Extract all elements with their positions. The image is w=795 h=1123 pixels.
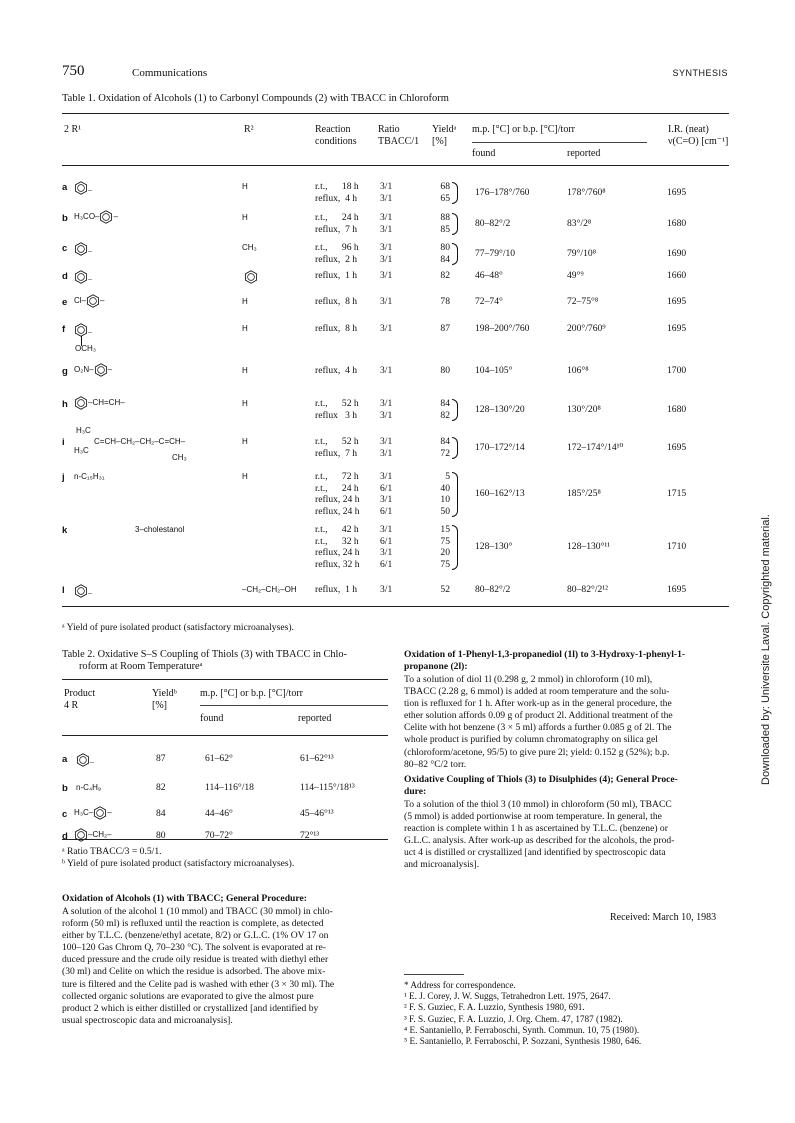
right-heading-1b: propanone (2l):	[404, 661, 468, 672]
t1-row-label: d	[62, 271, 68, 282]
t1-reported: 178°/760⁸	[567, 186, 606, 198]
left-text-line: 100–120 Gas Chrom Q, 70–230 °C). The solvent is evaporated at re-	[62, 942, 326, 954]
t1-reported: 172–174°/14¹⁰	[567, 441, 624, 453]
t1-ir: 1715	[667, 488, 687, 500]
t1-yield-brace	[452, 437, 458, 459]
reference-line: * Address for correspondence.	[404, 980, 516, 990]
t1-r1-prefix: H₃CO–	[74, 212, 100, 222]
t2-h-found: found	[200, 713, 224, 724]
t1-yield: 52	[440, 584, 450, 595]
t1-r1-structure: –	[74, 321, 92, 339]
right-heading-2: Oxidative Coupling of Thiols (3) to Disulphides (4); General Proce-	[404, 774, 678, 785]
table1-footnote: ᵃ Yield of pure isolated product (satisfactory microanalyses).	[62, 622, 294, 633]
t2-reported: 72°¹³	[300, 830, 320, 841]
right-text-1-line: To a solution of diol 1l (0.298 g, 2 mmol) in chloroform (10 ml),	[404, 674, 653, 685]
t1-condition: reflux, 1 h	[315, 270, 358, 281]
t1-r2: H	[242, 399, 248, 408]
t1-row-label: j	[62, 472, 65, 483]
right-text-1-line: TBACC (2.28 g, 6 mmol) is added at room temperature and the solu-	[404, 686, 670, 698]
t1-ratio: 3/1	[380, 584, 393, 595]
t1-yield-brace	[452, 243, 458, 265]
benzene-ring-icon	[99, 210, 113, 224]
t1-ratio: 3/1	[380, 181, 393, 192]
t1-ratio: 3/1	[380, 242, 393, 253]
t1-condition: r.t., 72 h	[315, 471, 359, 482]
t1-reported: 185°/25⁸	[567, 488, 601, 500]
right-heading-1: Oxidation of 1-Phenyl-1,3-propanediol (1l) to 3-Hydroxy-1-phenyl-1-	[404, 649, 686, 660]
t1-condition: reflux, 8 h	[315, 296, 358, 307]
t1-yield: 85	[440, 223, 450, 235]
t1-found: 128–130°	[475, 541, 513, 553]
t1-r1-structure: O₂N– –	[74, 363, 112, 377]
download-notice: Downloaded by: Universite Laval. Copyrighted material.	[760, 514, 772, 785]
right-text-1-line: ether solution affords 0.09 g of product 2l. Additional treatment of the	[404, 710, 673, 722]
t1-r1-prefix: O₂N–	[74, 365, 94, 375]
t1-ir: 1690	[667, 247, 687, 259]
t1-ratio: 6/1	[380, 482, 393, 494]
t2-reported: 61–62°¹³	[300, 753, 334, 764]
benzene-ring-icon	[74, 584, 88, 598]
t1-r1-structure: –	[74, 582, 92, 600]
left-text-line: duced pressure and the crude oily residue is treated with diethyl ether	[62, 954, 329, 966]
t1-r2: H	[242, 366, 248, 375]
right-text-2-line: To a solution of the thiol 3 (10 mmol) in chloroform (50 ml), TBACC	[404, 799, 672, 810]
t1-condition: r.t., 24 h	[315, 212, 359, 223]
page-number: 750	[62, 63, 85, 79]
t1-yield: 15	[440, 524, 450, 535]
t1-ir: 1680	[667, 403, 687, 415]
t1-condition: r.t., 52 h	[315, 436, 359, 447]
left-text-line: collected organic solutions are evaporated to give the almost pure	[62, 990, 314, 1002]
t1-yield: 82	[440, 409, 450, 421]
left-text-line: A solution of the alcohol 1 (10 mmol) and TBACC (30 mmol) in chlo-	[62, 906, 333, 917]
t1-yield: 80	[440, 365, 450, 376]
t2-found: 61–62°	[205, 753, 233, 764]
t1-r2: CH₃	[242, 243, 257, 252]
t1-yield: 65	[440, 192, 450, 204]
right-text-2-line: and microanalysis].	[404, 859, 480, 871]
t1-found: 104–105°	[475, 365, 513, 376]
t1-yield: 20	[440, 547, 450, 558]
table1-bottom-rule	[62, 606, 729, 607]
t2-h-yield1: Yieldᵇ	[152, 688, 177, 699]
t1-yield: 72	[440, 447, 450, 459]
reference-line: ¹ E. J. Corey, J. W. Suggs, Tetrahedron Lett. 1975, 2647.	[404, 991, 611, 1002]
t1-condition: reflux, 1 h	[315, 584, 358, 595]
t1-yield: 78	[440, 296, 450, 307]
right-text-2-line: (5 mmol) is added portionwise at room temperature. In general, the	[404, 811, 662, 823]
t1-h-ratio1: Ratio	[378, 124, 400, 135]
benzene-ring-icon	[74, 396, 88, 410]
t1-condition: reflux, 2 h	[315, 253, 358, 265]
t2-row-label: c	[62, 809, 68, 820]
t1-ratio: 3/1	[380, 212, 393, 223]
t1-found: 80–82°/2	[475, 584, 511, 595]
t1-h-yield2: [%]	[432, 136, 447, 147]
t1-ratio: 3/1	[380, 365, 393, 376]
t2-r-structure: H₃C– –	[74, 806, 112, 820]
t2-h-mp: m.p. [°C] or b.p. [°C]/torr	[200, 688, 303, 699]
t1-ratio: 6/1	[380, 505, 393, 517]
t1-row-label: c	[62, 243, 68, 254]
table2-caption-2: roform at Room Temperatureᵃ	[79, 661, 203, 672]
t1-condition: r.t., 24 h	[315, 482, 359, 494]
right-text-1-line: 80–82 °C/2 torr.	[404, 758, 467, 770]
t1-condition: reflux 3 h	[315, 409, 358, 421]
t1-r1-structure: Cl– –	[74, 294, 104, 308]
t1-yield: 84	[440, 253, 450, 265]
t1-row-label: g	[62, 366, 68, 377]
right-heading-2b: dure:	[404, 786, 427, 797]
t2-row-label: d	[62, 831, 68, 842]
t1-yield: 88	[440, 212, 450, 223]
t1-condition: reflux, 8 h	[315, 323, 358, 334]
t1-reported: 80–82°/2¹²	[567, 584, 609, 595]
t1-found: 176–178°/760	[475, 186, 530, 198]
t1-ratio: 3/1	[380, 471, 393, 482]
left-text-line: usual spectroscopic data and microanalysis].	[62, 1014, 233, 1026]
t1-r2: –CH₂–CH₂–OH	[242, 585, 297, 594]
benzene-ring-icon	[244, 270, 258, 284]
t1-ir: 1695	[667, 296, 687, 307]
t1-reported: 79°/10⁸	[567, 247, 597, 259]
t1-yield-brace	[452, 182, 458, 204]
left-heading: Oxidation of Alcohols (1) with TBACC; General Procedure:	[62, 893, 307, 904]
journal-name: SYNTHESIS	[672, 68, 728, 78]
right-paragraph-1	[404, 674, 730, 771]
t1-ratio: 6/1	[380, 535, 393, 547]
t2-r-structure: –	[76, 751, 94, 769]
t2-row-label: a	[62, 754, 68, 765]
references-list	[404, 980, 730, 1047]
t1-row-label: b	[62, 213, 68, 224]
t2-h-prod1: Product	[64, 688, 96, 699]
t1-reported: 130°/20⁸	[567, 403, 601, 415]
t1-ir: 1710	[667, 541, 687, 553]
left-text-line: (30 ml) and Celite on which the residue is adsorbed. The above mix-	[62, 966, 326, 978]
t2-yield: 82	[156, 782, 166, 793]
t1-h-ir1: I.R. (neat)	[668, 124, 709, 135]
t1-condition: r.t., 32 h	[315, 535, 359, 547]
table1-header-rule	[62, 165, 729, 166]
right-text-1-line: tion is refluxed for 1 h. After work-up as in the general procedure, the	[404, 698, 672, 710]
t1-reported: 49°⁹	[567, 270, 584, 281]
t1-ir: 1680	[667, 217, 687, 229]
table1-caption: Table 1. Oxidation of Alcohols (1) to Carbonyl Compounds (2) with TBACC in Chloroform	[62, 93, 449, 104]
t1-condition: reflux, 24 h	[315, 494, 360, 505]
t1-condition: reflux, 7 h	[315, 447, 358, 459]
t1-ratio: 3/1	[380, 524, 393, 535]
t1-ir: 1695	[667, 441, 687, 453]
t1-row-label: h	[62, 399, 68, 410]
reference-line: ⁵ E. Santaniello, P. Ferraboschi, P. Sozzani, Synthesis 1980, 646.	[404, 1036, 642, 1047]
table2-top-rule	[62, 679, 388, 680]
t1-r2: H	[242, 297, 248, 306]
t1-yield: 84	[440, 398, 450, 409]
t1-reported: 72–75°⁸	[567, 296, 599, 307]
t1-h-cond1: Reaction	[315, 124, 351, 135]
t2-found: 114–116°/18	[205, 782, 254, 793]
t1-ir: 1695	[667, 584, 687, 595]
t1-found: 198–200°/760	[475, 323, 530, 334]
t1-r1-structure: –	[74, 268, 92, 286]
t1-ratio: 6/1	[380, 558, 393, 570]
t1-h-found: found	[472, 148, 496, 159]
right-text-2-line: G.L.C. analysis. After work-up as described for the alcohols, the prod-	[404, 835, 675, 847]
right-text-1-line: whole product is purified by column chromatography on silica gel	[404, 734, 658, 746]
t1-condition: reflux, 24 h	[315, 505, 360, 517]
t1-yield-brace	[452, 472, 458, 517]
benzene-ring-icon	[74, 181, 88, 195]
t1-ratio: 3/1	[380, 253, 393, 265]
right-paragraph-2	[404, 799, 730, 872]
t1-yield-brace	[452, 213, 458, 235]
t1-condition: reflux, 32 h	[315, 558, 360, 570]
section-title: Communications	[132, 67, 208, 79]
benzene-ring-icon	[74, 270, 88, 284]
t1-ratio: 3/1	[380, 494, 393, 505]
t1-h-ir2: ν(C=O) [cm⁻¹]	[668, 136, 729, 147]
t2-r-suffix: –CH₂–	[88, 830, 112, 840]
right-text-2-line: reaction is complete within 1 h as ascertained by T.L.C. (benzene) or	[404, 823, 668, 835]
left-text-line: either by T.L.C. (benzene/ethyl acetate, 8/2) or G.L.C. (1% OV 17 on	[62, 930, 329, 942]
t2-yield: 80	[156, 830, 166, 841]
t1-h-ratio2: TBACC/1	[378, 136, 420, 147]
t1-i-h3c-top: H₃C	[76, 426, 91, 435]
t1-yield: 80	[440, 242, 450, 253]
t2-yield: 84	[156, 808, 166, 819]
t1-yield: 75	[440, 558, 450, 570]
t2-found: 44–46°	[205, 808, 233, 819]
t2-yield: 87	[156, 753, 166, 764]
received-date: Received: March 10, 1983	[610, 912, 717, 923]
t1-ratio: 3/1	[380, 398, 393, 409]
t1-yield: 75	[440, 535, 450, 547]
benzene-ring-icon	[74, 242, 88, 256]
table1-top-rule	[62, 113, 729, 114]
t1-h-cond2: conditions	[315, 136, 357, 147]
t1-i-h3c-bot: H₃C	[74, 446, 89, 455]
table2-caption-1: Table 2. Oxidative S–S Coupling of Thiols (3) with TBACC in Chlo-	[62, 649, 347, 660]
benzene-ring-icon	[94, 363, 108, 377]
t1-r2: H	[242, 213, 248, 222]
t1-row-label: e	[62, 297, 68, 308]
t1-reported: 128–130°¹¹	[567, 541, 611, 553]
t1-r2-structure	[244, 268, 258, 286]
references-rule	[404, 974, 464, 975]
t2-h-reported: reported	[298, 713, 332, 724]
t2-row-label: b	[62, 783, 68, 794]
t1-r2: H	[242, 437, 248, 446]
t1-ratio: 3/1	[380, 323, 393, 334]
t1-ir: 1660	[667, 270, 687, 281]
t1-mp-subrule	[472, 142, 647, 143]
t1-yield: 5	[445, 471, 450, 482]
t1-yield: 68	[440, 181, 450, 192]
t1-yield: 50	[440, 505, 450, 517]
t1-yield: 40	[440, 482, 450, 494]
t1-ratio: 3/1	[380, 270, 393, 281]
t1-r2: H	[242, 182, 248, 191]
t1-condition: reflux, 7 h	[315, 223, 358, 235]
t1-ratio: 3/1	[380, 447, 393, 459]
t1-found: 160–162°/13	[475, 488, 525, 500]
t1-yield-brace	[452, 399, 458, 421]
table2-header-rule	[62, 735, 388, 736]
t1-found: 80–82°/2	[475, 217, 511, 229]
t1-ratio: 3/1	[380, 296, 393, 307]
t1-h-mp: m.p. [°C] or b.p. [°C]/torr	[472, 124, 575, 135]
t1-r2: H	[242, 324, 248, 333]
t2-reported: 45–46°¹³	[300, 808, 334, 819]
t1-row-label: f	[62, 324, 66, 335]
t2-found: 70–72°	[205, 830, 233, 841]
left-text-line: roform (50 ml) is refluxed until the reaction is complete, as detected	[62, 918, 324, 930]
benzene-ring-icon	[86, 294, 100, 308]
table2-footnote-b: ᵇ Yield of pure isolated product (satisfactory microanalyses).	[62, 858, 295, 869]
t1-found: 128–130°/20	[475, 403, 525, 415]
t1-r1-prefix: Cl–	[74, 296, 87, 306]
t1-h-yield1: Yieldᵃ	[432, 124, 457, 135]
t1-ir: 1695	[667, 323, 687, 334]
t1-found: 170–172°/14	[475, 441, 525, 453]
t1-reported: 83°/2⁸	[567, 217, 592, 229]
t1-condition: r.t., 52 h	[315, 398, 359, 409]
t1-ir: 1700	[667, 365, 687, 376]
t2-r-alkyl: n-C₄H₉	[76, 783, 102, 792]
t1-yield: 87	[440, 323, 450, 334]
left-text-line: ture is filtered and the Celite pad is washed with ether (3 × 30 ml). The	[62, 978, 335, 990]
t1-yield: 82	[440, 270, 450, 281]
table2-footnote-a: ᵃ Ratio TBACC/3 = 0.5/1.	[62, 846, 162, 857]
t1-row-label: l	[62, 585, 65, 596]
t1-i-ch3: CH₃	[172, 453, 187, 462]
left-text-line: product 2 which is either distilled or crystallized [and identified by	[62, 1002, 319, 1014]
t1-yield: 10	[440, 494, 450, 505]
reference-line: ⁴ E. Santaniello, P. Ferraboschi, Synth. Commun. 10, 75 (1980).	[404, 1024, 640, 1035]
benzene-ring-icon	[93, 806, 107, 820]
t1-r1-substituent: OCH₃	[75, 344, 97, 353]
t1-condition: r.t., 18 h	[315, 181, 359, 192]
t1-reported: 106°⁸	[567, 365, 589, 376]
t2-h-yield2: [%]	[152, 700, 167, 711]
t1-ratio: 3/1	[380, 223, 393, 235]
t1-condition: reflux, 4 h	[315, 192, 358, 204]
t1-found: 46–48°	[475, 270, 503, 281]
t1-h-reported: reported	[567, 148, 601, 159]
t1-yield: 84	[440, 436, 450, 447]
right-text-1-line: (chloroform/acetone, 95/5) to give pure 2l; yield: 0.152 g (52%); b.p.	[404, 746, 670, 758]
t2-reported: 114–115°/18¹³	[300, 782, 355, 793]
t1-found: 72–74°	[475, 296, 503, 307]
right-text-1-line: Celite with hot benzene (3 × 5 ml) affords a further 0.085 g of 2l. The	[404, 722, 672, 734]
t1-ratio: 3/1	[380, 192, 393, 204]
left-paragraph	[62, 906, 390, 1027]
t1-yield-brace	[452, 525, 458, 570]
reference-line: ³ F. S. Guziec, F. A. Luzzio, J. Org. Chem. 47, 1787 (1982).	[404, 1013, 623, 1024]
table2-bottom-rule	[62, 839, 388, 840]
t1-row-label: i	[62, 437, 65, 448]
t1-row-label: k	[62, 525, 68, 536]
benzene-ring-icon	[76, 753, 90, 767]
t1-r1-chain: C=CH–CH₂–CH₂–C=CH–	[94, 437, 186, 446]
t1-r1-cholestanol: 3–cholestanol	[135, 525, 185, 534]
t1-h-r2: R²	[244, 124, 254, 135]
t1-condition: r.t., 42 h	[315, 524, 359, 535]
t1-ir: 1695	[667, 186, 687, 198]
t2-h-prod2: 4 R	[64, 700, 79, 711]
right-text-2-line: uct 4 is distilled or crystallized [and identified by spectroscopic data	[404, 847, 666, 859]
t1-reported: 200°/760⁹	[567, 323, 606, 334]
t1-ratio: 3/1	[380, 409, 393, 421]
t2-r-prefix: H₃C–	[74, 808, 94, 818]
t1-ratio: 3/1	[380, 547, 393, 558]
t1-r1-alkyl: n-C₁₅H₃₁	[74, 472, 105, 481]
t1-found: 77–79°/10	[475, 247, 516, 259]
t1-r1-structure	[74, 396, 125, 410]
t1-r1-structure: –	[74, 240, 92, 258]
t1-row-label: a	[62, 182, 68, 193]
t1-r1-structure: H₃CO– –	[74, 210, 118, 224]
t2-mp-subrule	[200, 705, 388, 706]
t1-h-r1: 2 R¹	[64, 124, 82, 135]
reference-line: ² F. S. Guziec, F. A. Luzzio, Synthesis 1980, 691.	[404, 1002, 585, 1013]
t1-r2: H	[242, 472, 248, 481]
t1-condition: reflux, 24 h	[315, 547, 360, 558]
t1-ratio: 3/1	[380, 436, 393, 447]
t1-r1-structure: –	[74, 179, 92, 197]
t1-condition: r.t., 96 h	[315, 242, 359, 253]
t1-condition: reflux, 4 h	[315, 365, 358, 376]
t1-r1-suffix: –CH=CH–	[88, 398, 125, 408]
